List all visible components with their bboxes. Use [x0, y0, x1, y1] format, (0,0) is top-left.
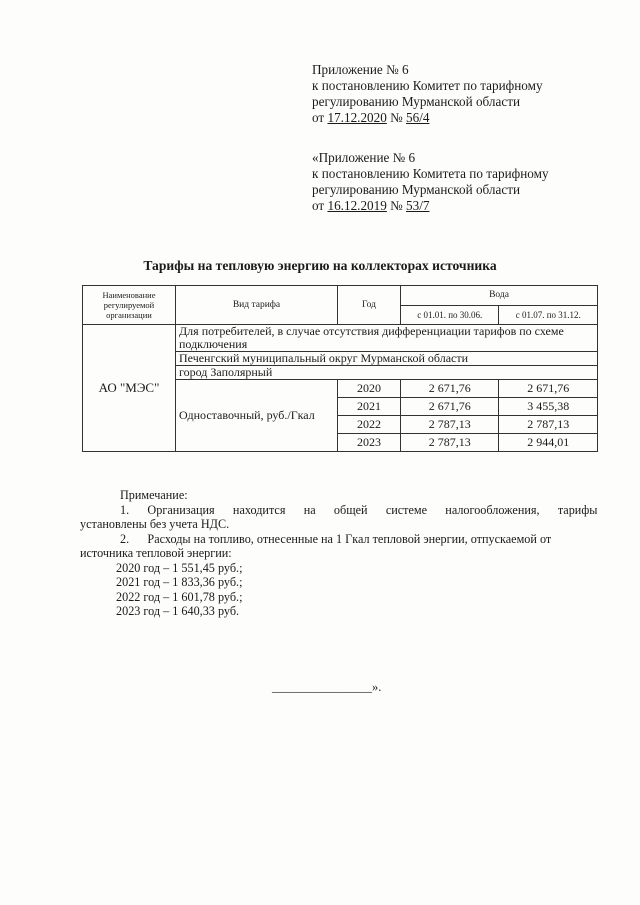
fuel-cost-line: 2023 год – 1 640,33 руб. [116, 604, 240, 618]
header-org: Наименование регулируемой организации [83, 286, 176, 325]
value-cell: 3 455,38 [499, 398, 598, 416]
year-cell: 2022 [338, 416, 401, 434]
fuel-cost-line: 2022 год – 1 601,78 руб.; [116, 589, 243, 604]
tariff-type: Одноставочный, руб./Гкал [176, 380, 338, 452]
resolution-date: 17.12.2020 [327, 110, 387, 125]
header-type: Вид тарифа [176, 286, 338, 325]
header-water: Вода [401, 286, 598, 306]
value-cell: 2 671,76 [401, 398, 499, 416]
appendix-title: «Приложение № 6 [312, 150, 416, 165]
city-row: город Заполярный [176, 366, 598, 380]
document-title: Тарифы на тепловую энергию на коллекторах источника [143, 258, 497, 273]
note-item: 2. Расходы на топливо, отнесенные на 1 Гкал тепловой энергии, отпускаемой от [120, 531, 552, 546]
appendix-header-previous [312, 150, 549, 214]
header-period-2: с 01.07. по 31.12. [499, 305, 598, 325]
note-item: 1. Организация находится на общей системе налогообложения, тарифы [120, 502, 598, 517]
appendix-line: регулированию Мурманской области [312, 182, 521, 197]
value-cell: 2 787,13 [401, 434, 499, 452]
appendix-title: Приложение № 6 [312, 62, 409, 77]
notes-heading: Примечание: [120, 488, 188, 502]
fuel-cost-line: 2020 год – 1 551,45 руб.; [116, 560, 243, 575]
value-cell: 2 671,76 [499, 380, 598, 398]
district-row: Печенгский муниципальный округ Мурманской области [176, 352, 598, 366]
appendix-date-line: от 17.12.2020 № 56/4 [312, 110, 430, 125]
value-cell: 2 671,76 [401, 380, 499, 398]
appendix-date-line: от 16.12.2019 № 53/7 [312, 198, 430, 213]
consumers-row: Для потребителей, в случае отсутствия дифференциации тарифов по схеме подключения [176, 325, 598, 352]
value-cell: 2 787,13 [401, 416, 499, 434]
value-cell: 2 787,13 [499, 416, 598, 434]
year-cell: 2023 [338, 434, 401, 452]
closing-line: ________________». [272, 680, 382, 694]
org-name: АО "МЭС" [83, 325, 176, 452]
note-item-cont: установлены без учета НДС. [80, 517, 230, 531]
appendix-line: регулированию Мурманской области [312, 94, 521, 109]
resolution-date: 16.12.2019 [327, 198, 387, 213]
appendix-line: к постановлению Комитета по тарифному [312, 166, 549, 181]
value-cell: 2 944,01 [499, 434, 598, 452]
note-item-cont: источника тепловой энергии: [80, 546, 232, 560]
header-year: Год [338, 286, 401, 325]
year-cell: 2021 [338, 398, 401, 416]
notes-block [80, 488, 598, 619]
year-cell: 2020 [338, 380, 401, 398]
appendix-line: к постановлению Комитет по тарифному [312, 78, 543, 93]
resolution-number: 53/7 [406, 198, 430, 213]
fuel-cost-line: 2021 год – 1 833,36 руб.; [116, 575, 243, 589]
header-period-1: с 01.01. по 30.06. [401, 305, 499, 325]
resolution-number: 56/4 [406, 110, 430, 125]
tariff-table [82, 285, 598, 452]
appendix-header-current [312, 62, 543, 126]
